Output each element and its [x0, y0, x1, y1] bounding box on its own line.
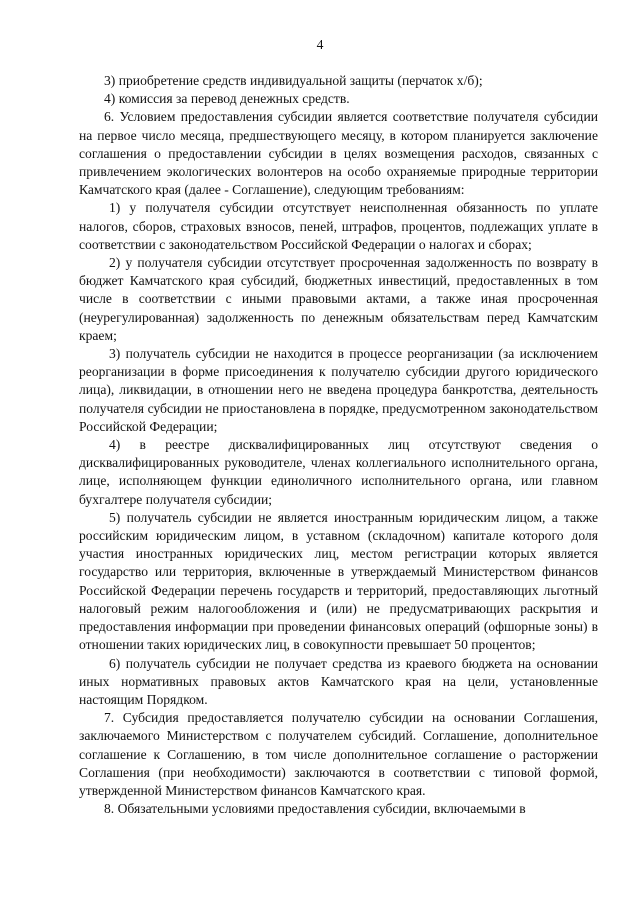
paragraph-requirement-5: 5) получатель субсидии не является иностранным юридическим лицом, а также российским юридическим лицом, в уставном (складочном) капитале которого доля участия иностранных юридических лиц, местом регистрации которых является государство или территория, включенные в утверждаемый Министерством финансов Российской Федерации перечень государств и территорий, предоставляющих льготный налоговый режим налогообложения и (или) не предусматривающих раскрытия и предоставления информации при проведении финансовых операций (офшорные зоны) в отношении таких юридических лиц, в совокупности превышает 50 процентов;: [79, 509, 598, 653]
paragraph-requirement-6: 6) получатель субсидии не получает средства из краевого бюджета на основании иных нормативных правовых актов Камчатского края на цели, установленные настоящим Порядком.: [79, 655, 598, 707]
paragraph-clause-8: 8. Обязательными условиями предоставления субсидии, включаемыми в: [104, 801, 526, 817]
paragraph-clause-7: 7. Субсидия предоставляется получателю субсидии на основании Соглашения, заключаемого Министерством с получателем субсидий. Соглашение, дополнительное соглашение к Соглашению, в том числе дополнительное соглашение о расторжении Соглашения (при необходимости) заключаются в соответствии с типовой формой, утвержденной Министерством финансов Камчатского края.: [79, 710, 598, 798]
paragraph-requirement-3: 3) получатель субсидии не находится в процессе реорганизации (за исключением реорганизации в форме присоединения к получателю субсидии другого юридического лица), ликвидации, в отношении него не введена процедура банкротства, деятельность получателя субсидии не приостановлена в порядке, предусмотренном законодательством Российской Федерации;: [79, 346, 598, 434]
paragraph-item-4: 4) комиссия за перевод денежных средств.: [104, 91, 350, 107]
paragraph-requirement-4: 4) в реестре дисквалифицированных лиц отсутствуют сведения о дисквалифицированных руководителе, членах коллегиального исполнительного органа, лице, исполняющем функции единоличного исполнительного органа, или главном бухгалтере получателя субсидии;: [79, 437, 598, 507]
paragraph-requirement-2: 2) у получателя субсидии отсутствует просроченная задолженность по возврату в бюджет Камчатского края субсидий, бюджетных инвестиций, предоставленных в том числе в соответствии с иными правовыми актами, а также иная просроченная (неурегулированная) задолженность по денежным обязательствам перед Камчатским краем;: [79, 255, 598, 343]
paragraph-item-3: 3) приобретение средств индивидуальной защиты (перчаток х/б);: [104, 73, 483, 88]
paragraph-requirement-1: 1) у получателя субсидии отсутствует неисполненная обязанность по уплате налогов, сборов, страховых взносов, пеней, штрафов, процентов, подлежащих уплате в соответствии с законодательством Российской Федерации о налогах и сборах;: [79, 200, 598, 252]
document-body: [79, 72, 598, 818]
page-number: 4: [316, 37, 324, 52]
paragraph-clause-6: 6. Условием предоставления субсидии является соответствие получателя субсидии на первое число месяца, предшествующего месяцу, в котором планируется заключение соглашения о предоставлении субсидии в целях возмещения расходов, связанных с привлечением экологических волонтеров на особо охраняемые природные территории Камчатского края (далее - Соглашение), следующим требованиям:: [79, 109, 598, 198]
